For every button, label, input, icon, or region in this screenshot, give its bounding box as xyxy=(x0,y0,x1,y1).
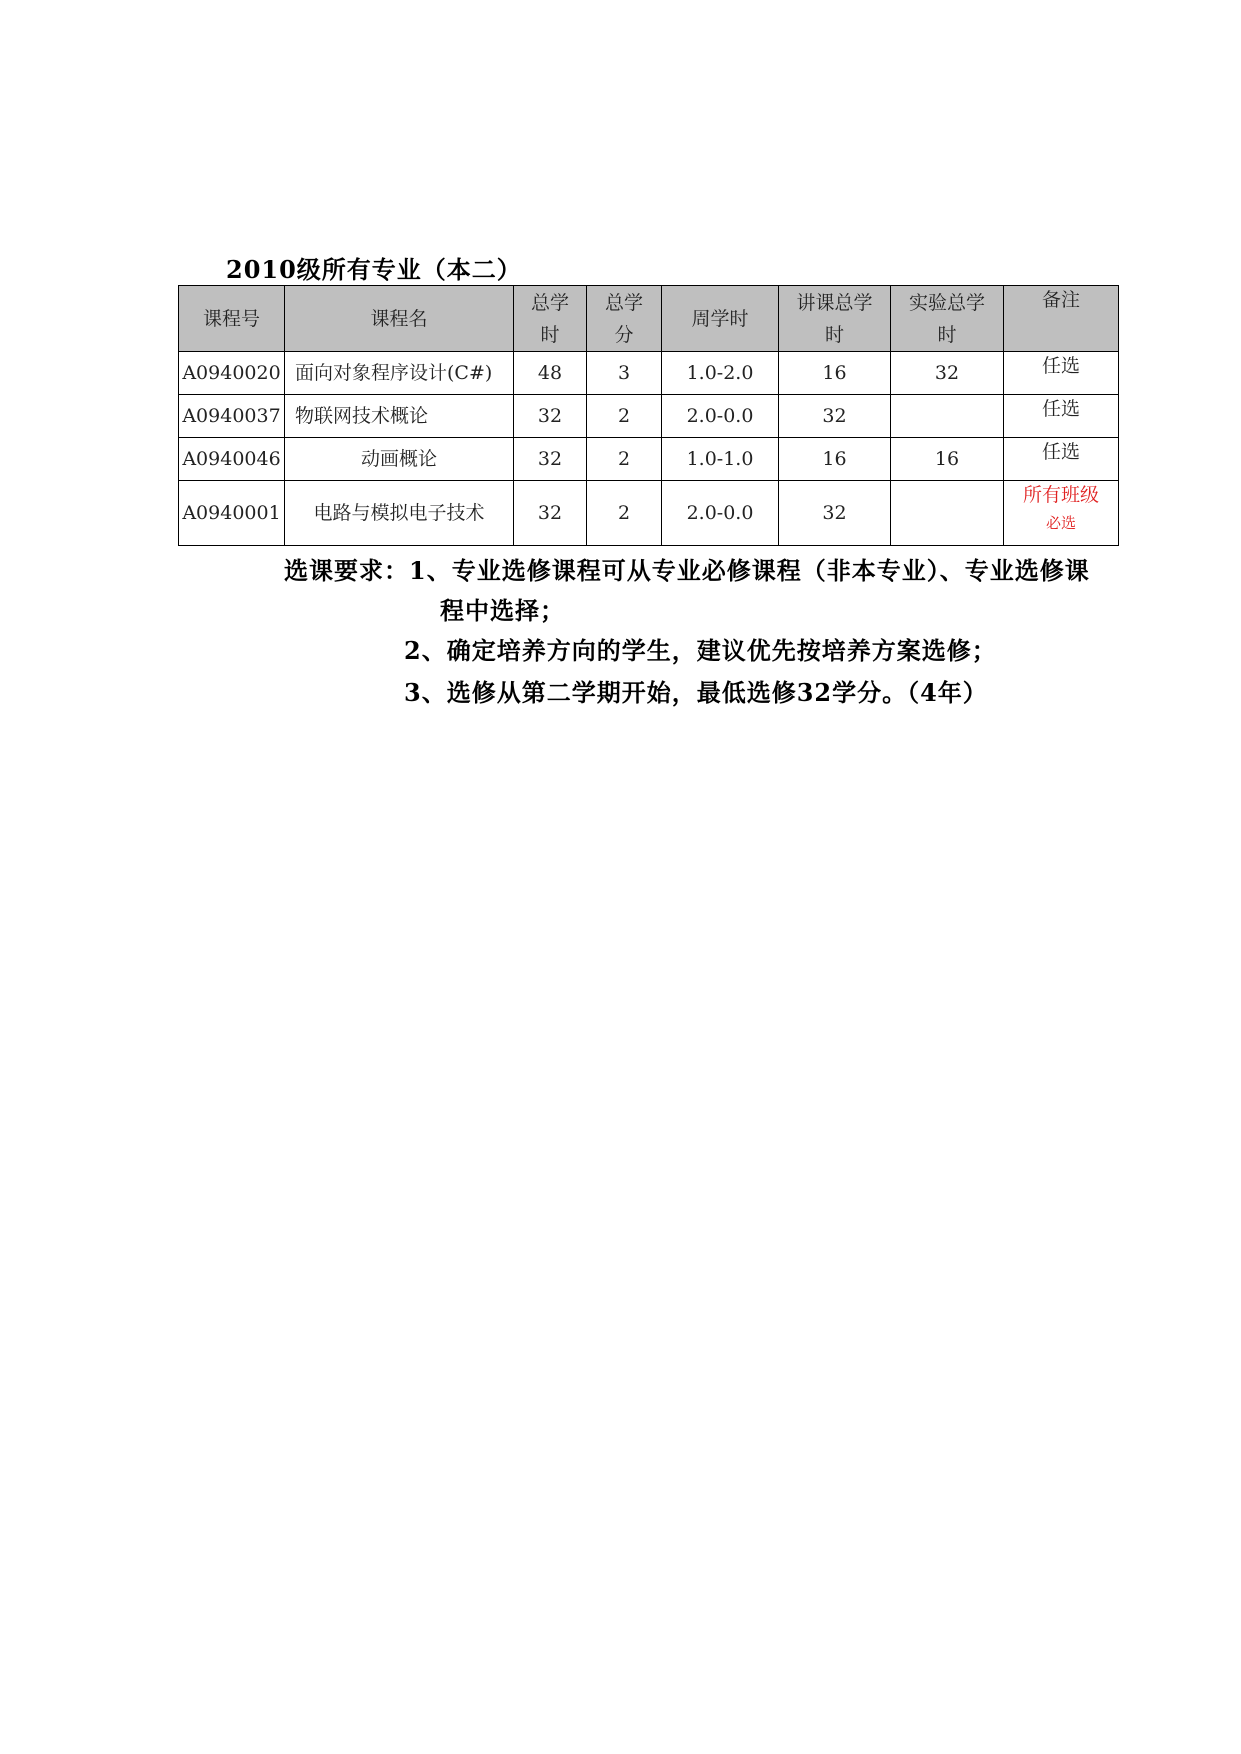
table-row xyxy=(179,395,1119,438)
cell-weekly: 2.0-0.0 xyxy=(662,481,779,546)
table-row xyxy=(179,481,1119,546)
cell-note-required xyxy=(1004,481,1119,546)
header-course-code: 课程号 xyxy=(179,286,285,352)
cell-weekly: 1.0-1.0 xyxy=(662,438,779,481)
cell-credits: 2 xyxy=(587,438,662,481)
cell-lecture: 16 xyxy=(779,352,891,395)
cell-weekly: 2.0-0.0 xyxy=(662,395,779,438)
cell-credits: 2 xyxy=(587,395,662,438)
cell-weekly: 1.0-2.0 xyxy=(662,352,779,395)
requirements-line-3: 2、确定培养方向的学生，建议优先按培养方案选修； xyxy=(404,636,997,665)
note-required: 必选 xyxy=(1045,514,1076,532)
table-header-row xyxy=(179,286,1119,352)
cell-code: A0940001 xyxy=(179,481,285,546)
requirements-line-2: 程中选择； xyxy=(440,596,565,625)
cell-code: A0940046 xyxy=(179,438,285,481)
table-row xyxy=(179,352,1119,395)
cell-name: 物联网技术概论 xyxy=(285,395,514,438)
cell-lab: 16 xyxy=(891,438,1004,481)
cell-credits: 3 xyxy=(587,352,662,395)
header-course-name: 课程名 xyxy=(285,286,514,352)
cell-note: 任选 xyxy=(1004,352,1119,395)
cell-code: A0940037 xyxy=(179,395,285,438)
cell-lab xyxy=(891,481,1004,546)
header-weekly-hours: 周学时 xyxy=(662,286,779,352)
header-total-hours: 总学 时 xyxy=(514,286,587,352)
cell-name: 面向对象程序设计(C#) xyxy=(285,352,514,395)
header-notes: 备注 xyxy=(1004,286,1119,352)
header-lab-hours: 实验总学 时 xyxy=(891,286,1004,352)
cell-lecture: 32 xyxy=(779,395,891,438)
cell-lecture: 32 xyxy=(779,481,891,546)
cell-note: 任选 xyxy=(1004,438,1119,481)
cell-note: 任选 xyxy=(1004,395,1119,438)
cell-lecture: 16 xyxy=(779,438,891,481)
cell-lab: 32 xyxy=(891,352,1004,395)
cell-name: 电路与模拟电子技术 xyxy=(285,481,514,546)
note-all-classes: 所有班级 xyxy=(1022,484,1099,506)
cell-hours: 48 xyxy=(514,352,587,395)
header-total-credits: 总学 分 xyxy=(587,286,662,352)
requirements-line-1: 选课要求：1、专业选修课程可从专业必修课程（非本专业）、专业选修课 xyxy=(284,556,1090,585)
cell-hours: 32 xyxy=(514,395,587,438)
course-table xyxy=(178,285,1119,546)
cell-credits: 2 xyxy=(587,481,662,546)
cell-hours: 32 xyxy=(514,438,587,481)
cell-hours: 32 xyxy=(514,481,587,546)
requirements-line-4: 3、选修从第二学期开始，最低选修32学分。（4年） xyxy=(404,678,988,707)
header-lecture-hours: 讲课总学 时 xyxy=(779,286,891,352)
cell-name: 动画概论 xyxy=(285,438,514,481)
table-row xyxy=(179,438,1119,481)
page-title: 2010级所有专业（本二） xyxy=(226,255,522,284)
cell-code: A0940020 xyxy=(179,352,285,395)
cell-lab xyxy=(891,395,1004,438)
